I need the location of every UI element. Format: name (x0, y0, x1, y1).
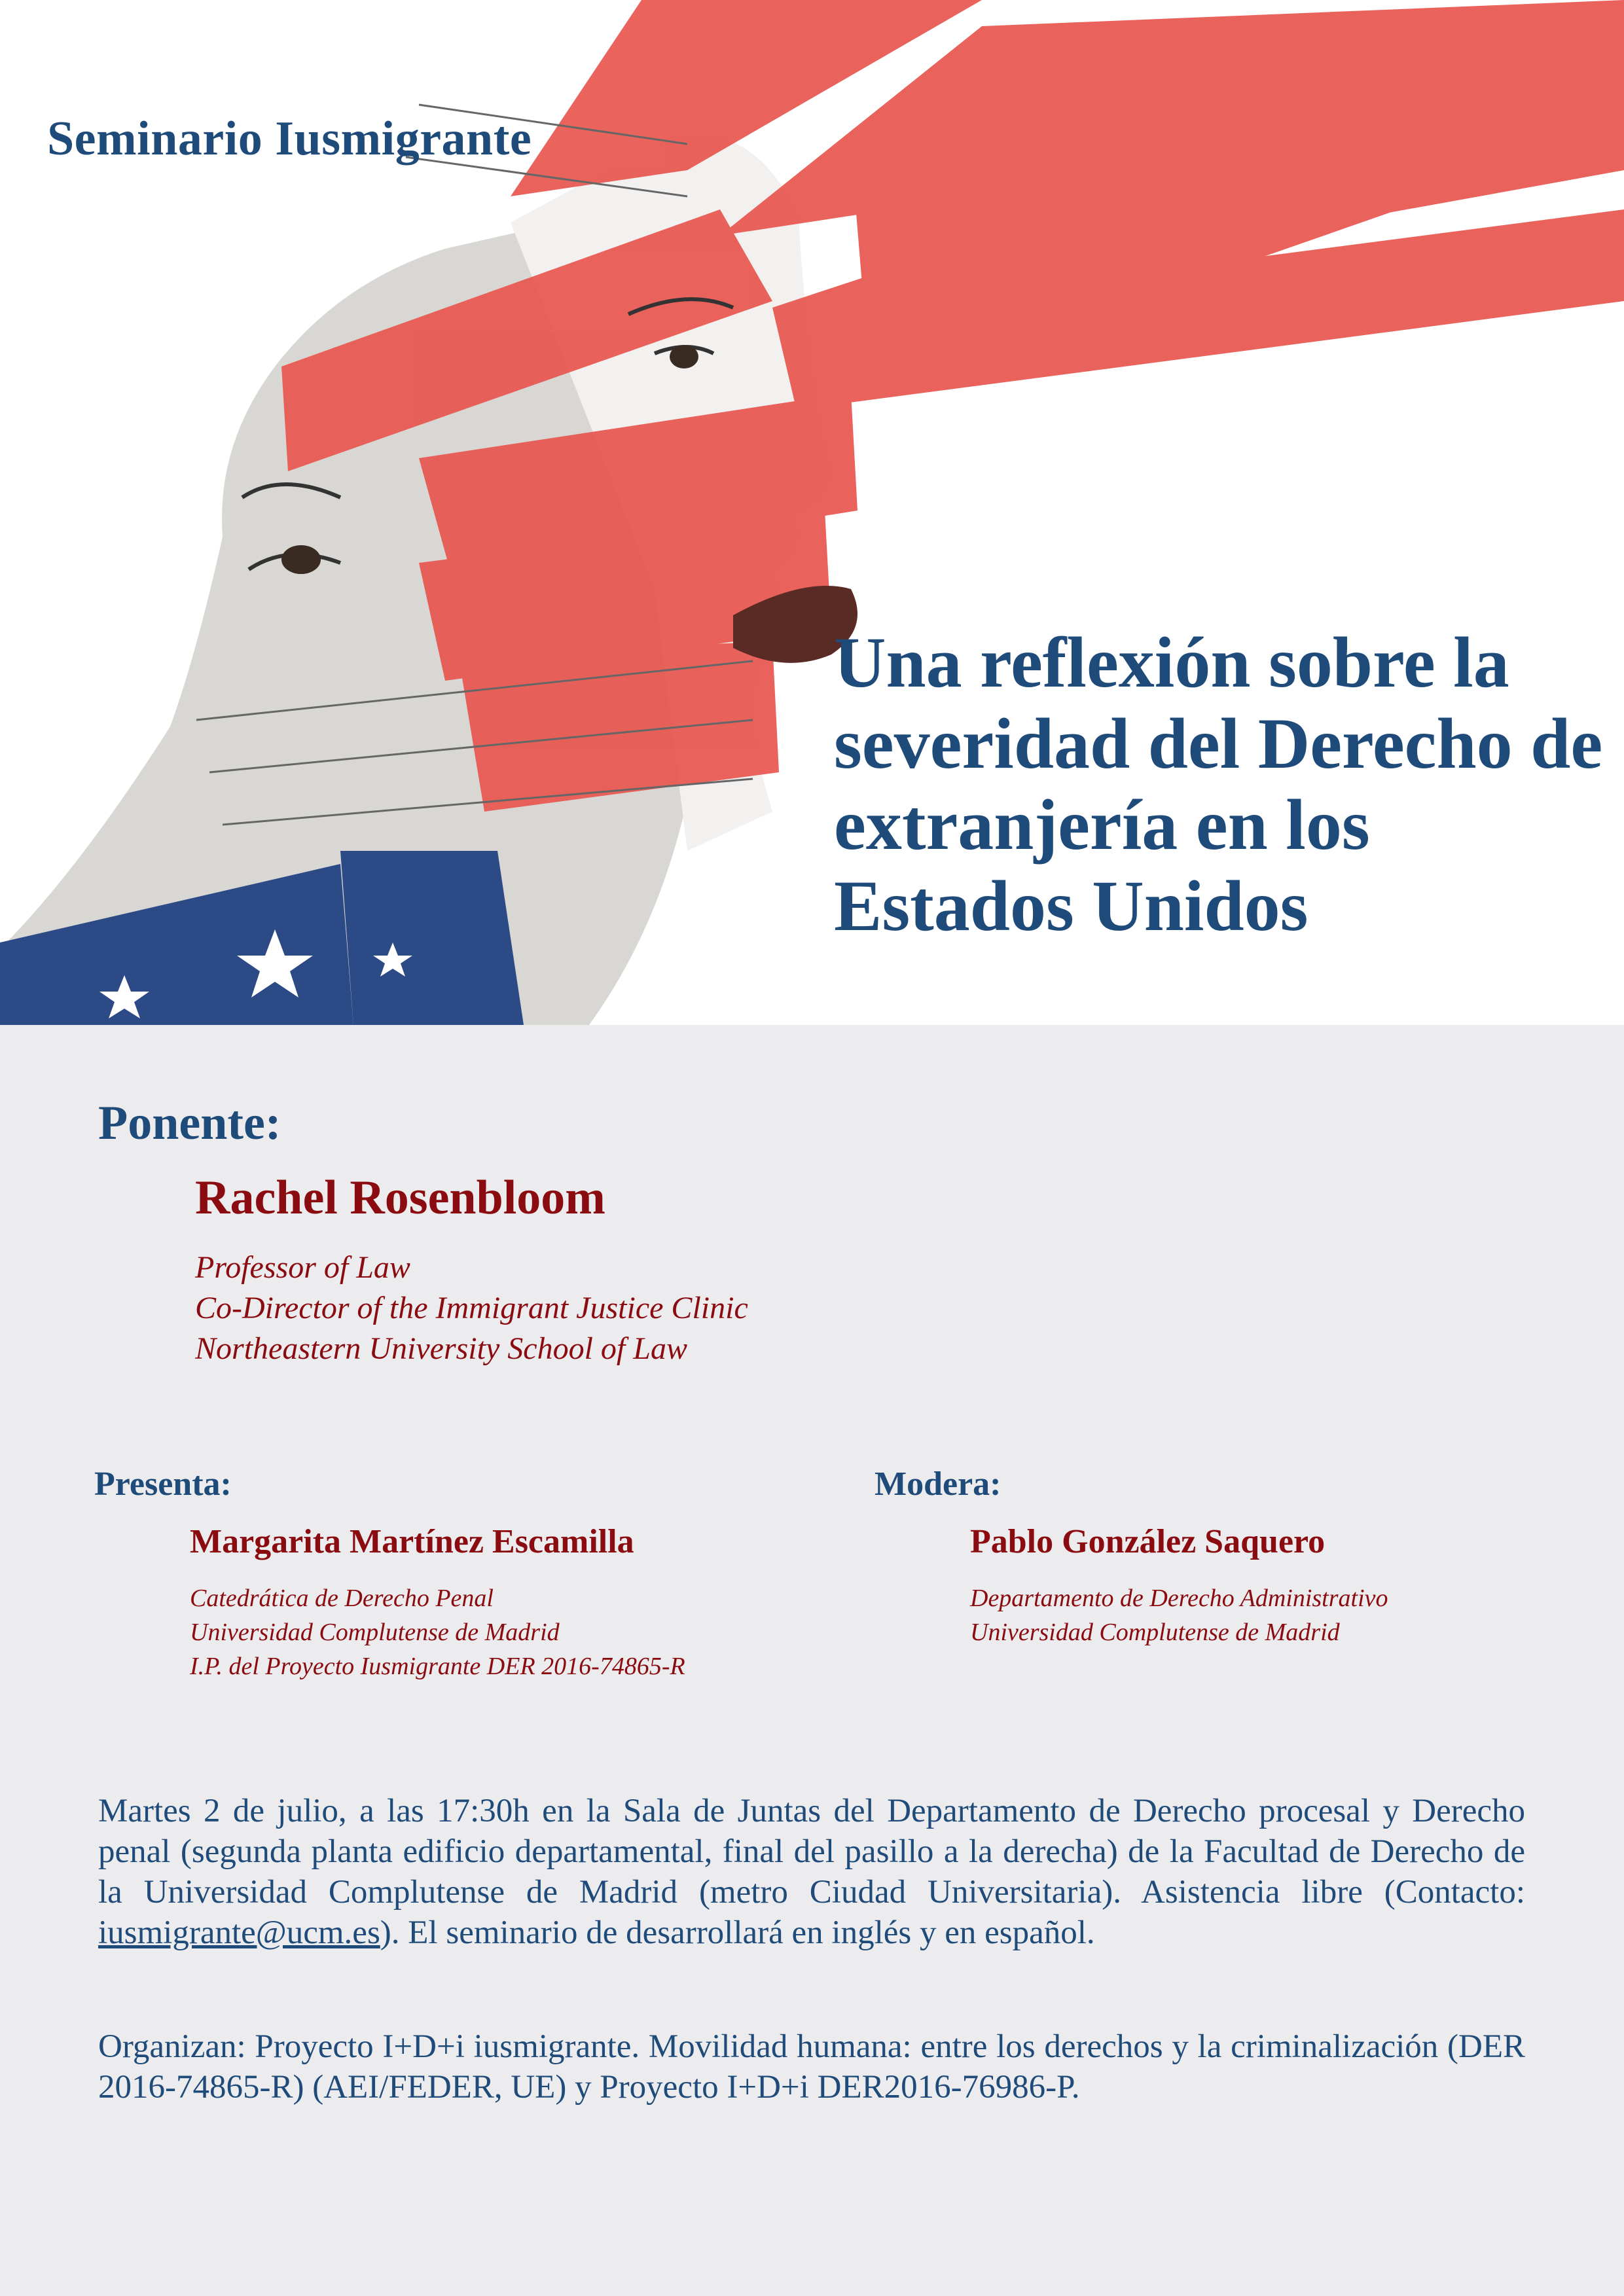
speaker-name: Rachel Rosenbloom (195, 1171, 605, 1225)
presenter-label: Presenta: (94, 1465, 232, 1503)
affiliation-line: Catedrática de Derecho Penal (190, 1585, 494, 1612)
flag-canton (340, 851, 524, 1025)
seminar-name: Seminario Iusmigrante (47, 112, 532, 166)
affiliation-line: Northeastern University School of Law (195, 1331, 687, 1366)
header-illustration (0, 0, 1624, 1025)
event-title: Una reflexión sobre la severidad del Derecho de extranjería en los Estados Unidos (834, 622, 1603, 946)
speaker-label: Ponente: (98, 1096, 281, 1150)
organizers-text: Organizan: Proyecto I+D+i iusmigrante. Movilidad humana: entre los derechos y la criminalización (DER 2016-74865-R) (AEI/FEDER, UE) y Proyecto I+D+i DER2016-76986-P. (98, 2028, 1525, 2106)
left-eye (281, 545, 321, 574)
affiliation-line: Co-Director of the Immigrant Justice Clinic (195, 1291, 748, 1325)
event-details (98, 1791, 1525, 1953)
moderator-name: Pablo González Saquero (970, 1523, 1326, 1560)
moderator-label: Modera: (875, 1465, 1001, 1503)
speaker-affiliation (195, 1247, 748, 1369)
contact-email-link[interactable]: iusmigrante@ucm.es (98, 1914, 380, 1951)
affiliation-line: Professor of Law (195, 1250, 410, 1285)
event-details-section (0, 1025, 1624, 2296)
affiliation-line: Universidad Complutense de Madrid (970, 1619, 1340, 1646)
moderator-affiliation (970, 1581, 1388, 1649)
event-details-text: Martes 2 de julio, a las 17:30h en la Sala de Juntas del Departamento de Derecho procesal y Derecho penal (segunda planta edificio departamental, final del pasillo a la derecha) de la Facultad de Derecho de la Universidad Complutense de Madrid (metro Ciudad Universitaria). Asistencia libre (Contacto: (98, 1793, 1525, 1910)
event-details-text-end: ). El seminario de desarrollará en inglés y en español. (380, 1914, 1095, 1951)
presenter-affiliation (190, 1581, 685, 1683)
affiliation-line: Departamento de Derecho Administrativo (970, 1585, 1388, 1612)
affiliation-line: Universidad Complutense de Madrid (190, 1619, 560, 1646)
right-eye (670, 345, 698, 368)
presenter-name: Margarita Martínez Escamilla (190, 1523, 634, 1560)
affiliation-line: I.P. del Proyecto Iusmigrante DER 2016-74865-R (190, 1653, 685, 1680)
